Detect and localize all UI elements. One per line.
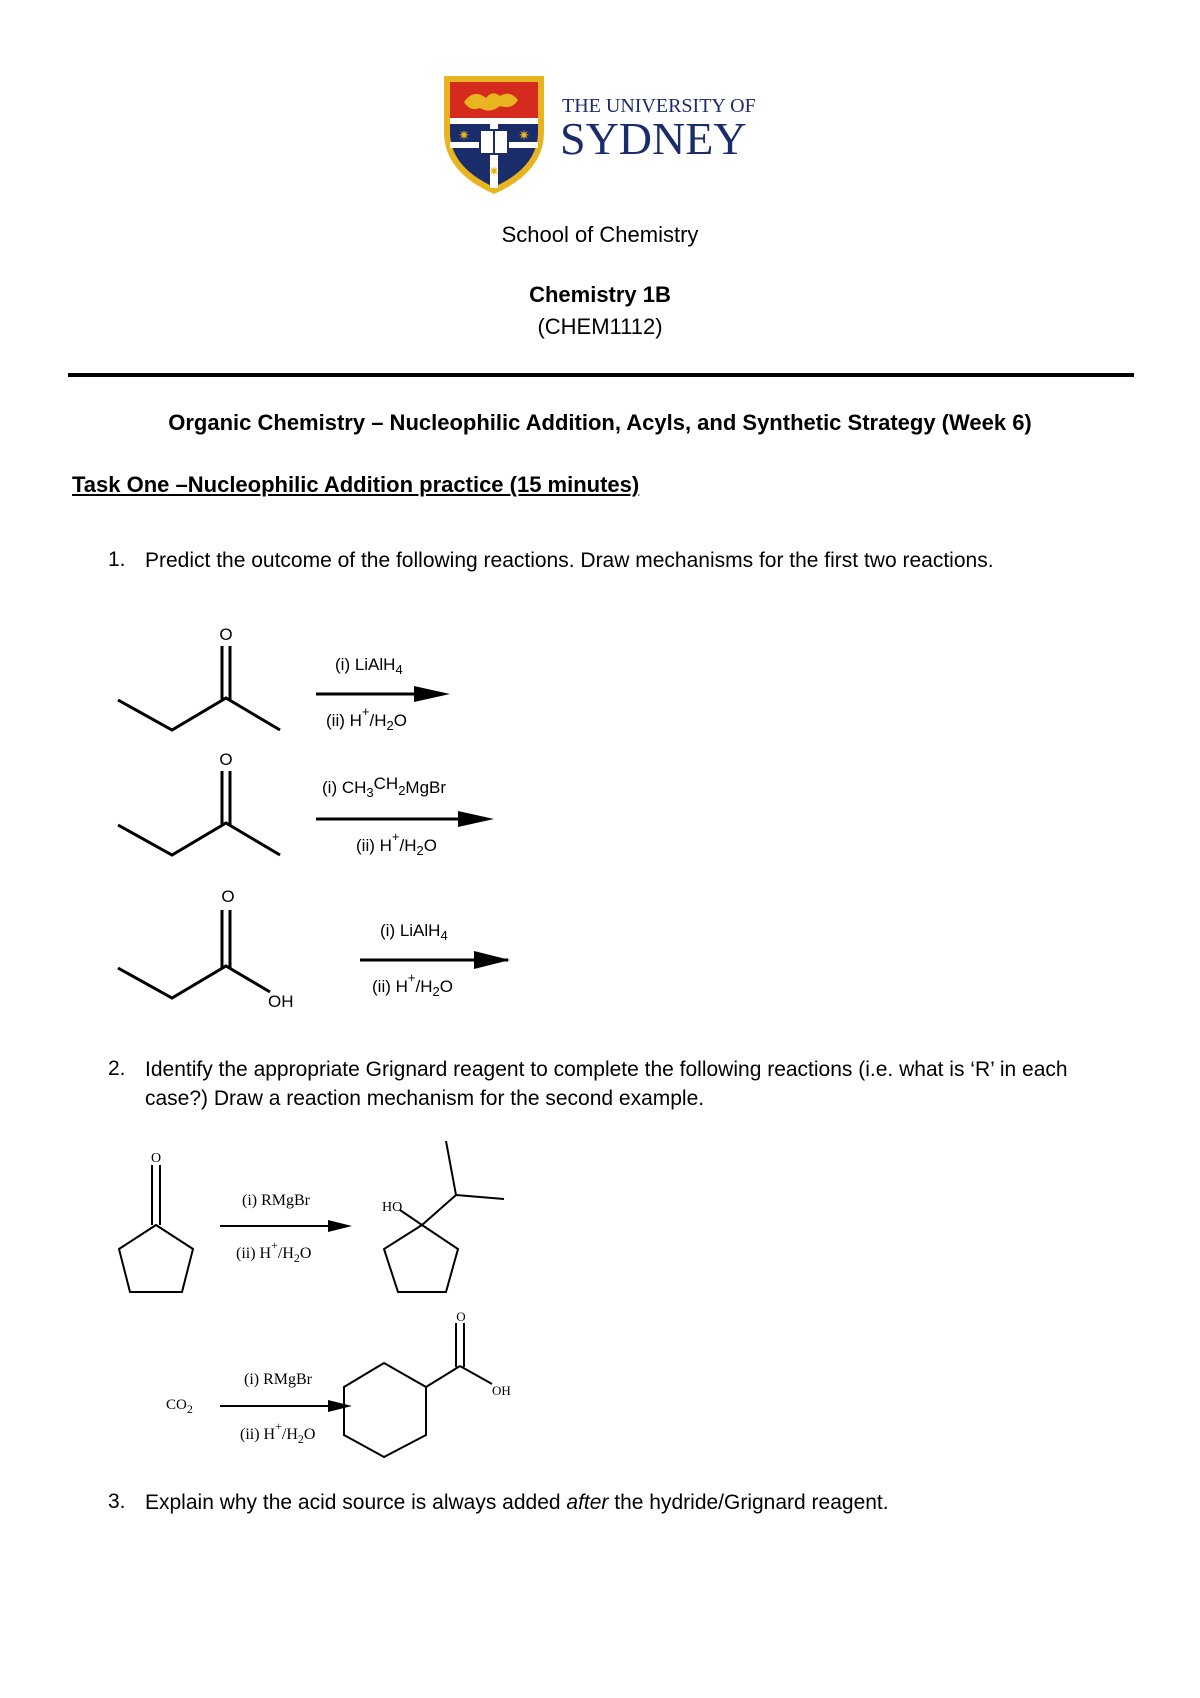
reaction-2 — [100, 745, 520, 865]
course-code: (CHEM1112) — [537, 314, 663, 339]
cyclohexanecarboxylic-acid-structure — [344, 1323, 492, 1457]
university-crest-icon — [440, 72, 780, 197]
arrow-head-icon — [328, 1400, 352, 1412]
oxygen-label: O — [219, 625, 233, 644]
school-name: School of Chemistry — [501, 222, 699, 247]
product-ho-label: HO — [382, 1200, 403, 1215]
cyclopentanone-structure — [119, 1165, 193, 1292]
grignard-reaction-2 — [140, 1305, 570, 1470]
emphasis: after — [566, 1491, 609, 1514]
logo-line1: THE UNIVERSITY OF — [562, 95, 756, 117]
star-icon: ✷ — [458, 127, 470, 143]
reagent-2: (ii) $H^+/H_2O$ — [356, 829, 437, 858]
task-heading: Task One –Nucleophilic Addition practice (15 minutes) — [72, 472, 640, 497]
course-name: Chemistry 1B — [529, 282, 671, 307]
arrow-head-icon — [458, 811, 494, 827]
star-icon: ✷ — [518, 127, 530, 143]
butanone-structure — [118, 646, 280, 730]
question-number: 3. — [108, 1490, 126, 1513]
co2-label: $CO_2$ — [166, 1397, 193, 1416]
hydroxyl-label: OH — [268, 992, 294, 1011]
page-title: Organic Chemistry – Nucleophilic Addition, Acyls, and Synthetic Strategy (Week 6) — [168, 410, 1032, 435]
question-text: Explain why the acid source is always added after the hydride/Grignard reagent. — [145, 1491, 889, 1514]
logo-line2: SYDNEY — [560, 113, 747, 164]
arrow-head-icon — [474, 951, 510, 969]
grignard-reaction-1 — [100, 1130, 520, 1295]
question-number: 1. — [108, 548, 126, 571]
oxygen-label: O — [456, 1309, 466, 1324]
reaction-3 — [100, 880, 520, 1015]
arrow-head-icon — [328, 1220, 352, 1232]
arrow-head-icon — [414, 686, 450, 702]
question-text: Predict the outcome of the following reactions. Draw mechanisms for the first two reactions. — [145, 549, 994, 572]
oxygen-label: O — [219, 750, 233, 769]
reagent-1: (i) LiAlH$_4$ — [335, 655, 403, 677]
oxygen-label: O — [221, 887, 235, 906]
question-number: 2. — [108, 1057, 126, 1080]
reagent-2: (ii) $H^+/H_2O$ — [326, 704, 407, 733]
hydroxyl-label: OH — [492, 1383, 511, 1398]
reagent-1: (i) RMgBr — [242, 1192, 310, 1209]
reagent-2: (ii) $H^+/H_2O$ — [236, 1238, 312, 1265]
reagent-2: (ii) $H^+/H_2O$ — [240, 1419, 316, 1446]
oxygen-label: O — [150, 1151, 162, 1166]
question-text: Identify the appropriate Grignard reagent to complete the following reactions (i.e. what is ‘R’ in each case?) Draw a reaction mechanism for the second example. — [145, 1058, 1068, 1110]
reaction-1 — [100, 620, 520, 740]
product-alcohol-structure — [384, 1141, 504, 1292]
reagent-1: (i) RMgBr — [244, 1371, 312, 1388]
reagent-2: (ii) $H^+/H_2O$ — [372, 970, 453, 999]
propanoic-acid-structure — [118, 910, 270, 998]
header-divider — [68, 373, 1134, 377]
butanone-structure — [118, 771, 280, 855]
star-icon: ✷ — [488, 163, 500, 179]
university-logo — [440, 72, 780, 197]
reagent-1: (i) $CH_3CH_2MgBr$ — [322, 774, 447, 800]
reagent-1: (i) LiAlH$_4$ — [380, 921, 448, 943]
